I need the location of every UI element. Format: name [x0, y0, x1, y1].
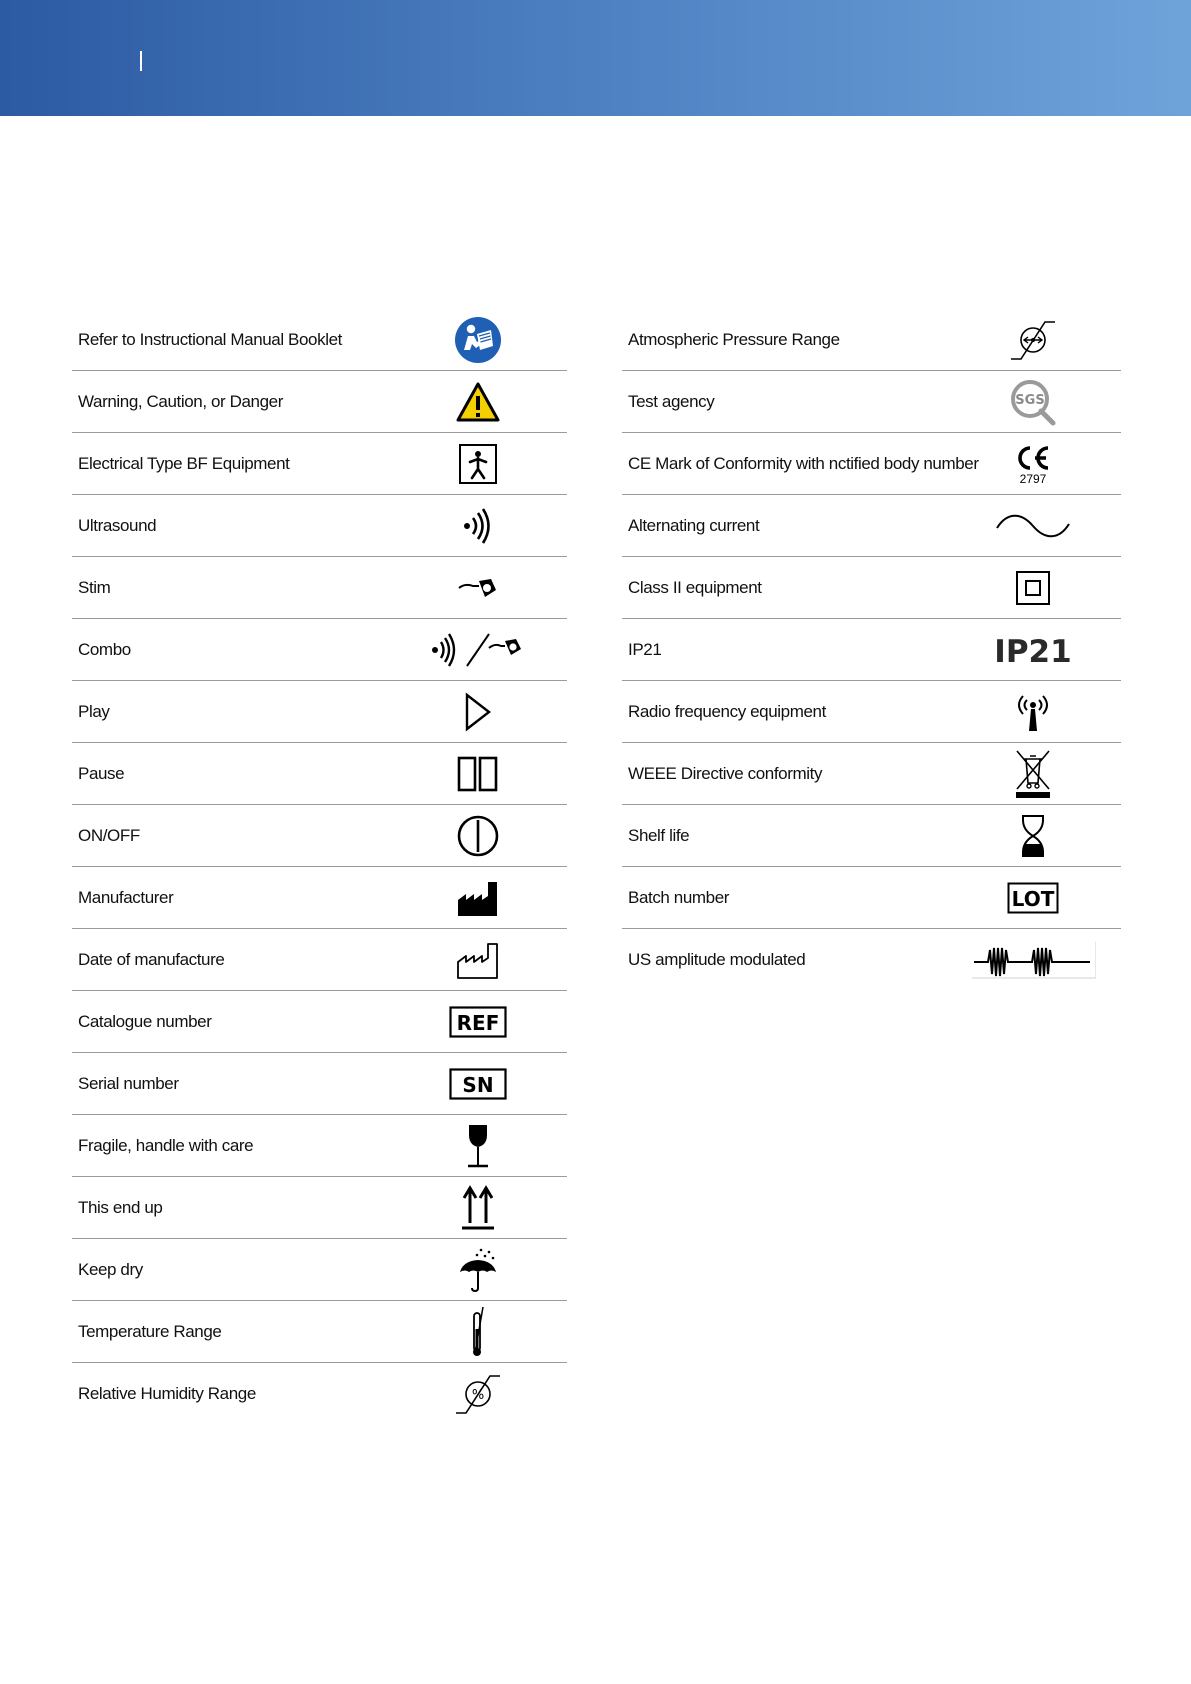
type-bf-icon — [458, 443, 498, 485]
svg-text:SGS: SGS — [1015, 392, 1045, 408]
symbol-label: Ultrasound — [78, 515, 157, 535]
symbol-row — [72, 929, 567, 991]
symbol-label: Radio frequency equipment — [628, 701, 826, 721]
symbol-row — [72, 1053, 567, 1115]
symbol-label: Test agency — [628, 391, 715, 411]
symbol-row — [72, 805, 567, 867]
symbol-label: Alternating current — [628, 515, 760, 535]
symbol-label: WEEE Directive conformity — [628, 763, 823, 783]
symbol-row — [72, 557, 567, 619]
humidity-icon — [454, 1373, 502, 1415]
svg-text:LOT: LOT — [1011, 886, 1055, 911]
symbol-label: Pause — [78, 763, 125, 783]
symbol-row — [622, 867, 1121, 929]
symbol-label: CE Mark of Conformity with nctified body number — [628, 453, 979, 473]
symbol-row — [72, 433, 567, 495]
ce-mark-icon — [1013, 442, 1053, 486]
symbol-row — [72, 1301, 567, 1363]
symbol-label: Relative Humidity Range — [78, 1384, 256, 1403]
page-header — [0, 0, 1191, 116]
pause-icon — [457, 756, 499, 792]
symbol-label: Temperature Range — [78, 1321, 222, 1341]
symbol-row — [622, 743, 1121, 805]
weee-icon — [1013, 749, 1053, 799]
symbol-label: Batch number — [628, 887, 730, 907]
symbol-row — [72, 1115, 567, 1177]
symbol-label: Catalogue number — [78, 1011, 212, 1031]
symbol-label: Electrical Type BF Equipment — [78, 453, 290, 473]
play-icon — [463, 692, 493, 732]
symbol-label: Warning, Caution, or Danger — [78, 391, 283, 411]
symbol-label: Date of manufacture — [78, 949, 225, 969]
power-icon — [456, 814, 500, 858]
symbols-table-right — [622, 309, 1121, 991]
symbol-row — [72, 867, 567, 929]
svg-text:REF: REF — [456, 1010, 500, 1035]
symbol-label: Manufacturer — [78, 887, 174, 907]
class-ii-icon — [1015, 570, 1051, 606]
stim-icon — [457, 576, 499, 600]
ref-icon — [449, 1006, 507, 1038]
symbol-row — [622, 805, 1121, 867]
symbol-row — [622, 495, 1121, 557]
symbol-row — [622, 433, 1121, 495]
fragile-icon — [463, 1123, 493, 1169]
symbol-row — [622, 371, 1121, 433]
svg-text:IP21: IP21 — [994, 633, 1072, 668]
svg-text:SN: SN — [462, 1072, 494, 1097]
symbol-row — [72, 1177, 567, 1239]
date-of-manufacture-icon — [456, 940, 500, 980]
symbol-row — [72, 681, 567, 743]
symbol-row — [622, 619, 1121, 681]
symbol-row — [72, 309, 567, 371]
symbol-row — [622, 929, 1121, 991]
symbol-row — [622, 557, 1121, 619]
temperature-icon — [465, 1305, 491, 1359]
symbol-row — [622, 681, 1121, 743]
symbol-label: Combo — [78, 639, 131, 659]
symbol-label: This end up — [78, 1197, 163, 1217]
symbol-row — [72, 619, 567, 681]
sgs-icon — [1009, 378, 1057, 426]
warning-triangle-icon — [455, 381, 501, 423]
symbol-label: Class II equipment — [628, 577, 762, 597]
symbol-label: Keep dry — [78, 1259, 143, 1279]
rf-icon — [1010, 691, 1056, 733]
symbol-row — [72, 991, 567, 1053]
symbol-row — [72, 371, 567, 433]
symbol-label: Stim — [78, 577, 111, 597]
ultrasound-icon — [462, 506, 494, 546]
ac-icon — [995, 514, 1071, 538]
symbol-row — [72, 495, 567, 557]
symbol-label: US amplitude modulated — [628, 950, 806, 969]
lot-icon — [1007, 882, 1059, 914]
us-am-icon — [970, 940, 1096, 980]
manual-booklet-icon — [454, 316, 502, 364]
keep-dry-icon — [457, 1247, 499, 1293]
symbol-label: Serial number — [78, 1073, 179, 1093]
svg-text:2797: 2797 — [1019, 471, 1047, 486]
symbol-row — [622, 309, 1121, 371]
symbol-label: IP21 — [628, 639, 662, 659]
sn-icon — [449, 1068, 507, 1100]
header-divider — [140, 51, 142, 71]
hourglass-icon — [1019, 814, 1047, 858]
symbol-label: Play — [78, 701, 110, 721]
svg-text:%: % — [471, 1388, 485, 1403]
symbol-row — [72, 1239, 567, 1301]
manufacturer-icon — [456, 878, 500, 918]
symbol-label: Shelf life — [628, 825, 690, 845]
pressure-icon — [1009, 319, 1057, 361]
symbol-label: ON/OFF — [78, 825, 140, 845]
symbols-table-left — [72, 309, 567, 1425]
symbol-row — [72, 743, 567, 805]
this-end-up-icon — [460, 1185, 496, 1231]
symbol-label: Refer to Instructional Manual Booklet — [78, 329, 342, 349]
symbol-row — [72, 1363, 567, 1425]
symbol-label: Atmospheric Pressure Range — [628, 329, 840, 349]
combo-icon — [431, 630, 525, 670]
symbol-label: Fragile, handle with care — [78, 1135, 254, 1155]
ip21-icon — [994, 632, 1072, 668]
